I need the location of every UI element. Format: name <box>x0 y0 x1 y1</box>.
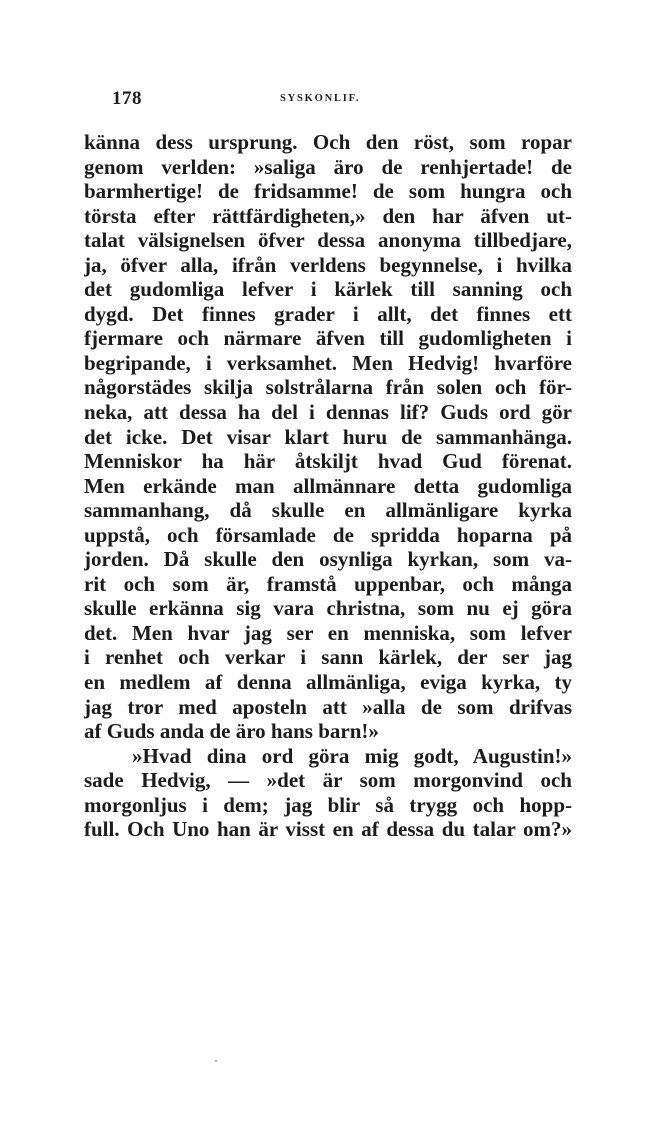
text-line: »Hvad dina ord göra mig godt, Augustin!» <box>132 743 572 768</box>
text-line: barmhertige! de fridsamme! de som hungra och <box>84 179 572 204</box>
text-line: uppstå, och församlade de spridda hoparna på <box>84 522 572 547</box>
page-header <box>84 88 572 114</box>
speck-mark <box>215 1060 217 1062</box>
text-line: ja, öfver alla, ifrån verldens begynnelse, i hvilka <box>84 252 572 277</box>
text-line: morgonljus i dem; jag blir så trygg och hopp- <box>84 792 572 817</box>
text-line: känna dess ursprung. Och den röst, som ropar <box>84 130 572 154</box>
text-line: någorstädes skilja solstrålarna från solen och för- <box>84 375 572 400</box>
body-text <box>84 130 572 842</box>
text-line: Menniskor ha här åtskiljt hvad Gud förenat. <box>84 449 572 474</box>
text-line: af Guds anda de äro hans barn!» <box>84 719 379 744</box>
text-line: Men erkände man allmännare detta gudomliga <box>84 473 572 498</box>
text-line: genom verlden: »saliga äro de renhjertade! de <box>84 154 572 179</box>
text-line: sade Hedvig, — »det är som morgonvind och <box>84 768 572 793</box>
text-line: skulle erkänna sig vara christna, som nu ej göra <box>84 596 572 621</box>
text-line: jorden. Då skulle den osynliga kyrkan, som va- <box>84 547 572 572</box>
text-line: det icke. Det visar klart huru de sammanhänga. <box>84 424 572 449</box>
text-line: en medlem af denna allmänliga, eviga kyrka, ty <box>84 670 572 695</box>
text-line: sammanhang, då skulle en allmänligare kyrka <box>84 498 572 523</box>
text-line: begripande, i verksamhet. Men Hedvig! hvarföre <box>84 350 572 375</box>
text-line: rit och som är, framstå uppenbar, och många <box>84 571 572 596</box>
page-number: 178 <box>112 88 142 109</box>
text-line: i renhet och verkar i sann kärlek, der ser jag <box>84 645 572 670</box>
text-line: talat välsignelsen öfver dessa anonyma tillbedjare, <box>84 228 572 253</box>
text-line: neka, att dessa ha del i dennas lif? Guds ord gör <box>84 400 572 425</box>
text-line: det. Men hvar jag ser en menniska, som lefver <box>84 620 572 645</box>
text-line: jag tror med aposteln att »alla de som drifvas <box>84 694 572 719</box>
text-line: dygd. Det finnes grader i allt, det finnes ett <box>84 301 572 326</box>
text-line: full. Och Uno han är visst en af dessa du talar om?» <box>84 817 572 842</box>
running-head: SYSKONLIF. <box>280 93 361 104</box>
text-line: törsta efter rättfärdigheten,» den har äfven ut- <box>84 203 572 228</box>
text-line: fjermare och närmare äfven till gudomligheten i <box>84 326 572 351</box>
text-line: det gudomliga lefver i kärlek till sanning och <box>84 277 572 302</box>
